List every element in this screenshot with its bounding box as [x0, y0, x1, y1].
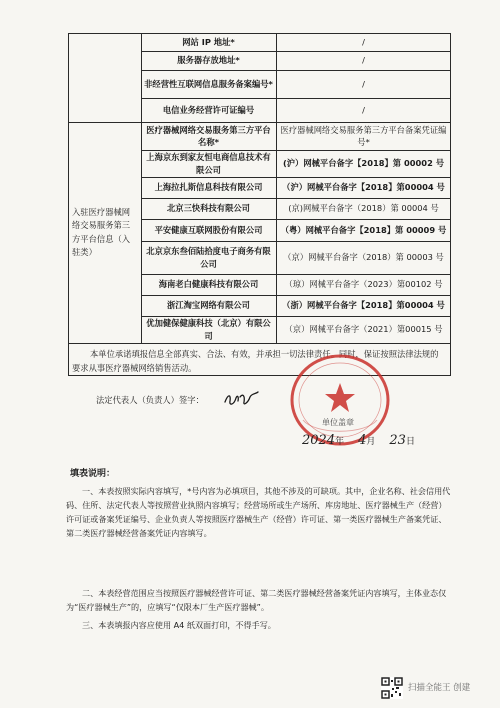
table-row-record: (京)网械平台备字（2018）第 00004 号: [288, 203, 439, 214]
header-platform-name: 医疗器械网络交易服务第三方平台名称*: [146, 124, 271, 147]
table-row-name: 优加健保健康科技（北京）有限公司: [146, 318, 271, 341]
group-label-platforms: 入驻医疗器械网络交易服务第三方平台信息（入驻类）: [72, 206, 131, 257]
note-item: 二、本表经营范围应当按照医疗器械经营许可证、第二类医疗器械经营备案凭证内容填写，主体业态仅为“医疗器械生产”的，应填写“仅限本厂生产医疗器械”。: [66, 588, 447, 612]
date-month: 4: [358, 433, 367, 448]
table-row-name: 北京京东叁佰陆拾度电子商务有限公司: [146, 246, 271, 269]
scanner-watermark: 扫描全能王 创建: [408, 683, 471, 693]
row-label-telecom: 电信业务经营许可证编号: [162, 104, 255, 115]
signature-image: [222, 388, 262, 410]
date-year-unit: 年: [335, 437, 345, 447]
table-row-record: (沪）网械平台备字【2018】第 00002 号: [282, 158, 445, 169]
table-row-name: 平安健康互联网股份有限公司: [154, 224, 263, 235]
table-row-record: （京）网械平台备字（2018）第 00003 号: [283, 252, 444, 263]
row-value-server: /: [362, 55, 365, 66]
date-day: 23: [389, 433, 406, 448]
row-value-ip: /: [362, 36, 365, 47]
table-row-name: 海南老白健康科技有限公司: [158, 279, 259, 290]
seal-label: 单位盖章: [322, 418, 354, 427]
row-label-ip: 网站 IP 地址*: [182, 36, 235, 47]
date-day-unit: 日: [405, 437, 415, 447]
row-label-server: 服务器存放地址*: [177, 55, 240, 66]
table-row-record: （京）网械平台备字（2021）第00015 号: [284, 324, 443, 335]
table-row-name: 上海拉扎斯信息科技有限公司: [154, 182, 263, 193]
date-year: 2024: [302, 433, 336, 448]
qr-code-icon: [381, 677, 403, 699]
row-value-telecom: /: [362, 104, 365, 115]
legal-rep-label: 法定代表人（负责人）签字：: [96, 395, 204, 405]
date-month-unit: 月: [366, 437, 376, 447]
note-item: 三、本表填报内容应使用 A4 纸双面打印，不得手写。: [82, 620, 276, 630]
table-row-record: （粤）网械平台备字【2018】第 00009 号: [280, 224, 447, 235]
table-rule: [68, 343, 451, 344]
table-row-record: （沪）网械平台备字【2018】第00004 号: [282, 182, 445, 193]
commitment-text: 本单位承诺填报信息全部真实、合法、有效，并承担一切法律责任。同时，保证按照法律法规的要求从事医疗器械网络销售活动。: [72, 349, 439, 373]
table-row-name: 北京三快科技有限公司: [167, 203, 250, 214]
table-row-record: （浙）网械平台备字【2018】第00004 号: [282, 300, 445, 311]
table-row-name: 浙江淘宝网络有限公司: [167, 300, 250, 311]
table-row-record: （琼）网械平台备字（2023）第00102 号: [284, 279, 443, 290]
table-row-name: 上海京东到家友恒电商信息技术有限公司: [146, 152, 271, 175]
note-item: 一、本表按照实际内容填写，*号内容为必填项目，其他不涉及的可缺项。其中，企业名称、社会信用代码、住所、法定代表人等按照营业执照内容填写；经营场所或生产场所、库房地址、医疗器械生产（经营）许可证或备案凭证编号、企业负责人等按照医疗器械生产（经营）许可证、第一类医疗器械生产备案凭证、第二类医疗器械经营备案凭证内容填写。: [66, 486, 451, 538]
notes-title: 填表说明：: [70, 469, 116, 479]
sign-date: [302, 433, 415, 448]
row-label-icp: 非经营性互联网信息服务备案编号*: [144, 78, 273, 89]
row-value-icp: /: [362, 78, 365, 89]
header-platform-record: 医疗器械网络交易服务第三方平台备案凭证编号*: [280, 124, 447, 147]
